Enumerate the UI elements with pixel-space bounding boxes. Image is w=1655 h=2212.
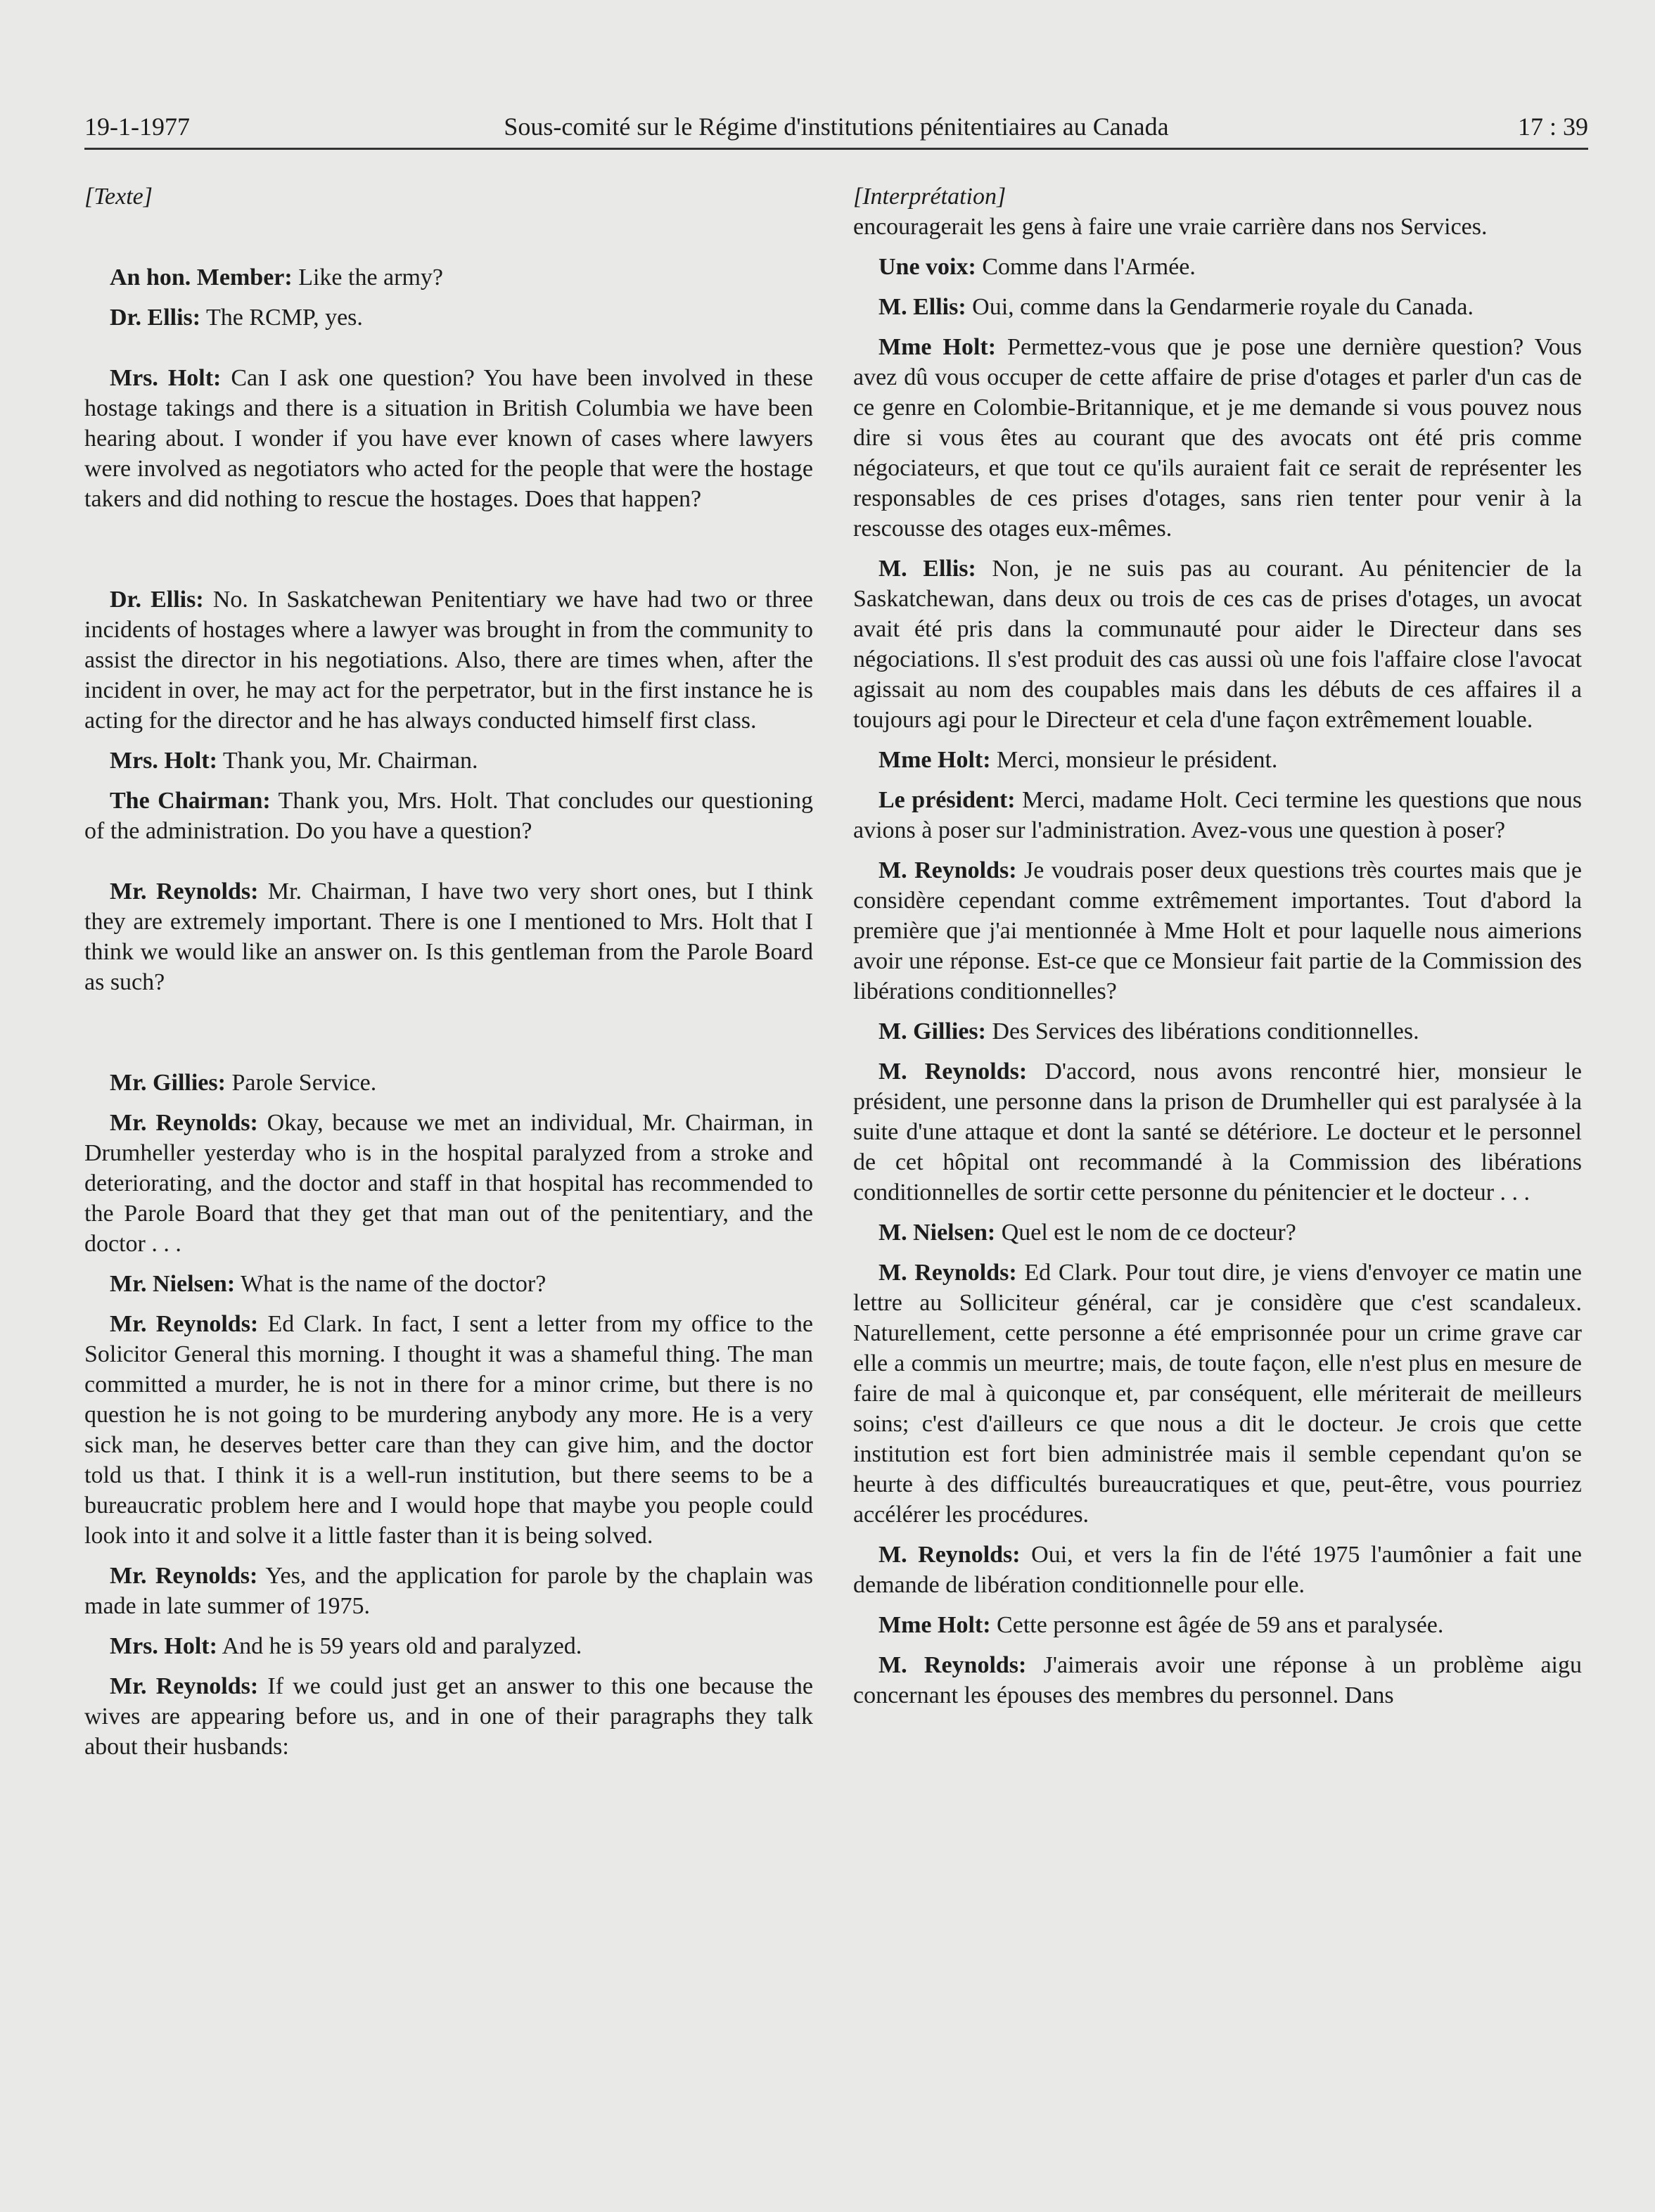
paragraph (84, 302, 813, 333)
speaker-name: Mr. Gillies: (110, 1070, 226, 1096)
paragraph (853, 1217, 1582, 1248)
speech-text: Yes, and the application for parole by the chaplain was made in late summer of 1975. (84, 1563, 813, 1619)
paragraph (84, 786, 813, 846)
speech-text: Oui, et vers la fin de l'été 1975 l'aumônier a fait une demande de libération conditionnelle pour elle. (853, 1542, 1582, 1598)
speaker-name: Mr. Reynolds: (110, 878, 259, 904)
paragraph (853, 1258, 1582, 1530)
paragraph (853, 554, 1582, 735)
speaker-name: Mme Holt: (878, 334, 997, 360)
speech-text: And he is 59 years old and paralyzed. (217, 1633, 582, 1659)
paragraph (84, 1671, 813, 1762)
english-column-label: [Texte] (84, 184, 153, 210)
paragraph (853, 745, 1582, 775)
speech-text: J'aimerais avoir une réponse à un problème aigu concernant les épouses des membres du personnel. Dans (853, 1652, 1582, 1708)
speech-text: Ed Clark. In fact, I sent a letter from my office to the Solicitor General this morning. I thought it was a shameful thing. The man committed a murder, he is not in there for a minor crime, but there is no question he is not going to be murdering anybody any more. He is a very sick man, he deserves better care than they can give him, and the doctor told us that. I think it is a well-run institution, but there seems to be a bureaucratic problem here and I would hope that maybe you people could look into it and solve it a little faster than it is being solved. (84, 1311, 814, 1549)
speaker-name: Mr. Nielsen: (110, 1271, 236, 1297)
header-date: 19-1-1977 (84, 113, 190, 141)
french-column (853, 181, 1582, 1711)
speech-text: Okay, because we met an individual, Mr. Chairman, in Drumheller yesterday who is in the hospital paralyzed from a stroke and deteriorating, and the doctor and staff in that hospital has recommended to the Parole Board that they get that man out of the penitentiary, and the doctor . . . (84, 1110, 813, 1257)
paragraph (84, 746, 813, 776)
speech-text: Ed Clark. Pour tout dire, je viens d'envoyer ce matin une lettre au Solliciteur général, car je considère que c'est scandaleux. Naturellement, cette personne a été emprisonnée pour un crime grave car elle a commis un meurtre; mais, de toute façon, elle n'est plus en mesure de faire de mal à quiconque et, par conséquent, elle mériterait de meilleurs soins; c'est d'ailleurs ce que nous a dit le docteur. Je crois que cette institution est fort bien administrée mais il semble cependant qu'on se heurte à des difficultés bureaucratiques et que, peut-être, vous pourriez accélérer les procédures. (853, 1260, 1582, 1528)
speaker-name: Une voix: (878, 254, 976, 280)
paragraph (853, 1016, 1582, 1047)
paragraph (853, 1650, 1582, 1711)
speaker-name: M. Reynolds: (878, 857, 1017, 883)
speech-text: Cette personne est âgée de 59 ans et paralysée. (990, 1612, 1444, 1638)
speaker-name: Mr. Reynolds: (110, 1673, 259, 1699)
speaker-name: Mrs. Holt: (110, 748, 217, 774)
paragraph (853, 785, 1582, 845)
paragraph (84, 363, 813, 514)
paragraph (84, 1309, 813, 1551)
speech-text: Merci, monsieur le président. (990, 747, 1278, 773)
speech-text: What is the name of the doctor? (235, 1271, 547, 1297)
speaker-name: M. Reynolds: (878, 1542, 1021, 1568)
speech-text: Merci, madame Holt. Ceci termine les questions que nous avions à poser sur l'administration. Avez-vous une question à poser? (853, 787, 1582, 843)
speaker-name: Mme Holt: (878, 1612, 991, 1638)
speaker-name: Mr. Reynolds: (110, 1563, 258, 1589)
header-page-number: 17 : 39 (1517, 113, 1588, 141)
speech-text: Je voudrais poser deux questions très courtes mais que je considère cependant comme extrêmement importantes. Tout d'abord la première que j'ai mentionnée à Mme Holt et pour laquelle nous aimerions avoir une réponse. Est-ce que ce Monsieur fait partie de la Commission des libérations conditionnelles? (853, 857, 1582, 1004)
speech-text: Parole Service. (225, 1070, 377, 1096)
paragraph (853, 252, 1582, 282)
speaker-name: Dr. Ellis: (110, 587, 204, 613)
speech-text: Mr. Chairman, I have two very short ones, but I think they are extremely important. There is one I mentioned to Mrs. Holt that I think we would like an answer on. Is this gentleman from the Parole Board as such? (84, 878, 814, 995)
speech-text: encouragerait les gens à faire une vraie carrière dans nos Services. (853, 214, 1488, 240)
running-header (84, 106, 1588, 150)
paragraph (84, 1068, 813, 1098)
paragraph (853, 855, 1582, 1006)
speaker-name: Mr. Reynolds: (110, 1110, 258, 1136)
paragraph (84, 1631, 813, 1661)
speaker-name: M. Ellis: (878, 294, 966, 320)
speaker-name: Le président: (878, 787, 1016, 813)
paragraph (853, 212, 1582, 242)
speaker-name: M. Reynolds: (878, 1652, 1027, 1678)
paragraph (853, 292, 1582, 322)
speech-text: Permettez-vous que je pose une dernière question? Vous avez dû vous occuper de cette affaire de prise d'otages et parler d'un cas de ce genre en Colombie-Britannique, et je me demande si vous pouvez nous dire si vous êtes au courant que des avocats ont été pris comme négociateurs, et que tout ce qu'ils auraient fait ce serait de représenter les responsables de ces prises d'otages, sans rien tenter pour venir à la rescousse des otages eux-mêmes. (853, 334, 1582, 542)
speaker-name: An hon. Member: (110, 264, 293, 290)
speech-text: Oui, comme dans la Gendarmerie royale du Canada. (966, 294, 1474, 320)
english-column (84, 181, 813, 1762)
speaker-name: Dr. Ellis: (110, 305, 201, 331)
paragraph (84, 1108, 813, 1259)
speech-text: The RCMP, yes. (200, 305, 363, 331)
speech-text: Like the army? (292, 264, 443, 290)
french-column-label: [Interprétation] (853, 184, 1007, 210)
speech-text: Quel est le nom de ce docteur? (995, 1220, 1296, 1246)
speaker-name: The Chairman: (110, 788, 271, 814)
speaker-name: M. Reynolds: (878, 1260, 1017, 1286)
header-title: Sous-comité sur le Régime d'institutions pénitentiaires au Canada (504, 113, 1169, 141)
speech-text: Non, je ne suis pas au courant. Au pénitencier de la Saskatchewan, dans deux ou trois de ces cas de prises d'otages, un avocat avait été pris dans la communauté pour aider le Directeur dans ses négociations. Il s'est produit des cas aussi où une fois l'affaire close l'avocat agissait au nom des coupables mais dans les débuts de ces affaires il a toujours agi pour le Directeur et cela d'une façon extrêmement louable. (853, 556, 1582, 733)
speaker-name: Mr. Reynolds: (110, 1311, 259, 1337)
speaker-name: Mrs. Holt: (110, 365, 222, 391)
speaker-name: Mrs. Holt: (110, 1633, 217, 1659)
paragraph (84, 1269, 813, 1299)
speech-text: D'accord, nous avons rencontré hier, monsieur le président, une personne dans la prison de Drumheller qui est paralysée à la suite d'une attaque et dont la santé se détériore. Le docteur et le personnel de cet hôpital ont recommandé à la Commission des libérations conditionnelles de sortir cette personne du pénitencier et le docteur . . . (853, 1059, 1582, 1206)
paragraph (84, 876, 813, 997)
speech-text: No. In Saskatchewan Penitentiary we have had two or three incidents of hostages where a lawyer was brought in from the community to assist the director in his negotiations. Also, there are times when, after the incident in over, he may act for the perpetrator, but in the first instance he is acting for the director and he has always conducted himself first class. (84, 587, 814, 734)
paragraph (853, 1610, 1582, 1640)
speech-text: Thank you, Mrs. Holt. That concludes our questioning of the administration. Do you have a question? (84, 788, 813, 844)
speaker-name: M. Reynolds: (878, 1059, 1028, 1085)
speaker-name: M. Gillies: (878, 1018, 986, 1044)
speech-text: Comme dans l'Armée. (976, 254, 1196, 280)
paragraph (84, 584, 813, 736)
paragraph (84, 262, 813, 293)
speech-text: Thank you, Mr. Chairman. (217, 748, 478, 774)
paragraph (84, 1561, 813, 1621)
speech-text: Des Services des libérations conditionnelles. (985, 1018, 1419, 1044)
speaker-name: Mme Holt: (878, 747, 991, 773)
speaker-name: M. Ellis: (878, 556, 976, 582)
paragraph (853, 1540, 1582, 1600)
paragraph (853, 1056, 1582, 1208)
speech-text: Can I ask one question? You have been involved in these hostage takings and there is a situation in British Columbia we have been hearing about. I wonder if you have ever known of cases where lawyers were involved as negotiators who acted for the people that were the hostage takers and did nothing to rescue the hostages. Does that happen? (84, 365, 813, 512)
speaker-name: M. Nielsen: (878, 1220, 996, 1246)
paragraph (853, 332, 1582, 544)
speech-text: If we could just get an answer to this one because the wives are appearing before us, and in one of their paragraphs they talk about their husbands: (84, 1673, 813, 1760)
